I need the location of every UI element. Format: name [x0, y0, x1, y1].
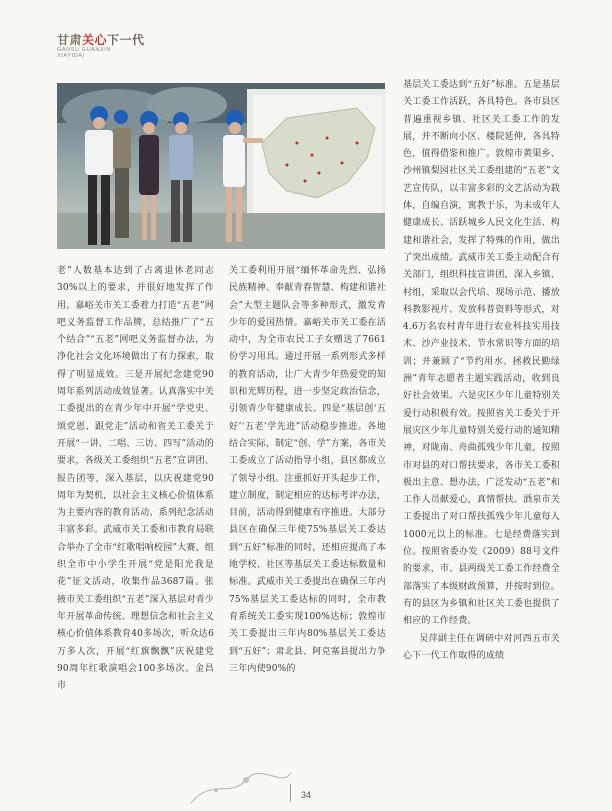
paragraph: 老”人数基本达到了占离退休老同志30%以上的要求，并很好地发挥了作用。嘉峪关市关工委着力打造“五老”网吧义务监督工作品牌，总结推广了“五个结合”“五老”网吧义务监督办法，为净化社会文化环境做出了有力探索，取得了明显成效。三是开展纪念建党90周年系列活动成效显著。认真落实中关工委提出的在青少年中开展“学党史、颂党恩、跟党走”活动和省关工委关于开展“一讲、二唱、三访、四写”活动的要求，各级关工委组织“五老”宣讲团、报告团等，深入基层，以庆祝建党90周年为契机，以社会主义核心价值体系为主要内容的教育活动、系列纪念活动丰富多彩。武威市关工委和市教育局联合举办了全市“红歌唱响校园”大赛，组织全市中小学生开展“党是阳光我是花”征文活动，收集作品3687篇。张掖市关工委组织“五老”深入基层对青少年开展革命传统、理想信念和社会主义核心价值体系教育40多场次，听众达6万多人次，开展“红旗飘飘”庆祝建党90周年红歌演唱会100多场次。金昌市 [57, 266, 214, 692]
paragraph: 基层关工委达到“五好”标准。五是基层关工委工作活跃，各具特色。各市县区普遍重视乡镇、社区关工委工作的发展，并不断向小区、楼院延伸，各具特色，值得借鉴和推广。敦煌市黄渠乡、沙州镇梨园社区关工委组建的“五老”文艺宣传队，以丰富多彩的文艺活动为载体，自编自演，寓教于乐，为未成年人健康成长、活跃城乡人民文化生活、构建和谐社会，发挥了特殊的作用，做出了突出成绩。武威市关工委主动配合有关部门，组织科技宣讲团，深入乡镇、村组，采取以会代培、现场示范、播放科教影视片、发放科普资料等形式，对4.6万名农村青年进行农业科技实用技术、沙产业技术、节水常识等方面的培训；并兼顾了“节约用水、拯救民勤绿洲”青年志愿者主题实践活动，收到良好社会效果。六是灾区少年儿童特别关爱行动积极有效。按照省关工委关于开展灾区少年儿童特别关爱行动的通知精神，对陇南、舟曲孤残少年儿童，按照市对县的对口帮扶要求，各市关工委积极出主意、想办法，广泛发动“五老”和工作人员献爱心，真情帮扶。酒泉市关工委提出了对口帮扶孤残少年儿童每人1000元以上的标准。七是经费落实到位。按照省委办发（2009）88号文件的要求，市、县两级关工委工作经费全部落实了本级财政预算，并按时到位。有的县区为乡镇和社区关工委也提供了相应的工作经费。 [403, 80, 560, 627]
brand-red-text: 关心 [82, 33, 108, 47]
page-number: 34 [301, 790, 312, 800]
floral-decoration-icon [186, 768, 296, 808]
text-column-1 [57, 263, 214, 695]
folio-divider [290, 784, 291, 802]
brand-pinyin-line1: GANSU GUANXIN [57, 47, 111, 53]
text-column-3 [403, 77, 560, 665]
paragraph: 吴萍副主任在调研中对河西五市关心下一代工作取得的成绩 [403, 633, 560, 661]
magazine-brand: 甘肃关心下一代 [57, 33, 145, 47]
exhibition-photo [57, 83, 385, 249]
paragraph: 关工委利用开展“缅怀革命先烈、弘扬民族精神、奉献青春智慧、构建和谐社会”大型主题队会等多种形式，激发青少年的爱国热情。嘉峪关市关工委在活动中，为全市农民工子女赠送了7661份学习用具。通过开展一系列形式多样的教育活动，让广大青少年热爱党的知识和光辉历程，进一步坚定政治信念，引领青少年健康成长。四是“基层创‘五好’‘五老’学先进”活动稳步推进。各地结合实际，制定“创、学”方案，各市关工委成立了活动指导小组，县区都成立了领导小组。注重抓好开头起步工作，建立制度，制定相应的达标考评办法，目前，活动得到健康有序推进。大部分县区在确保三年使75%基层关工委达到“五好”标准的同时，还相应提高了本地学校、社区等基层关工委达标数量和标准。武威市关工委提出在确保三年内75%基层关工委达标的同时，全市教育系统关工委实现100%达标；敦煌市关工委提出三年内80%基层关工委达到“五好”；肃北县、阿克塞县提出力争三年内使90%的 [229, 266, 386, 674]
brand-pinyin-line2: XIAYIDAI [57, 53, 85, 59]
magazine-header [57, 33, 157, 59]
text-column-2 [229, 263, 386, 678]
photo-illustration [57, 83, 385, 249]
brand-suffix-text: 下一代 [107, 33, 145, 47]
